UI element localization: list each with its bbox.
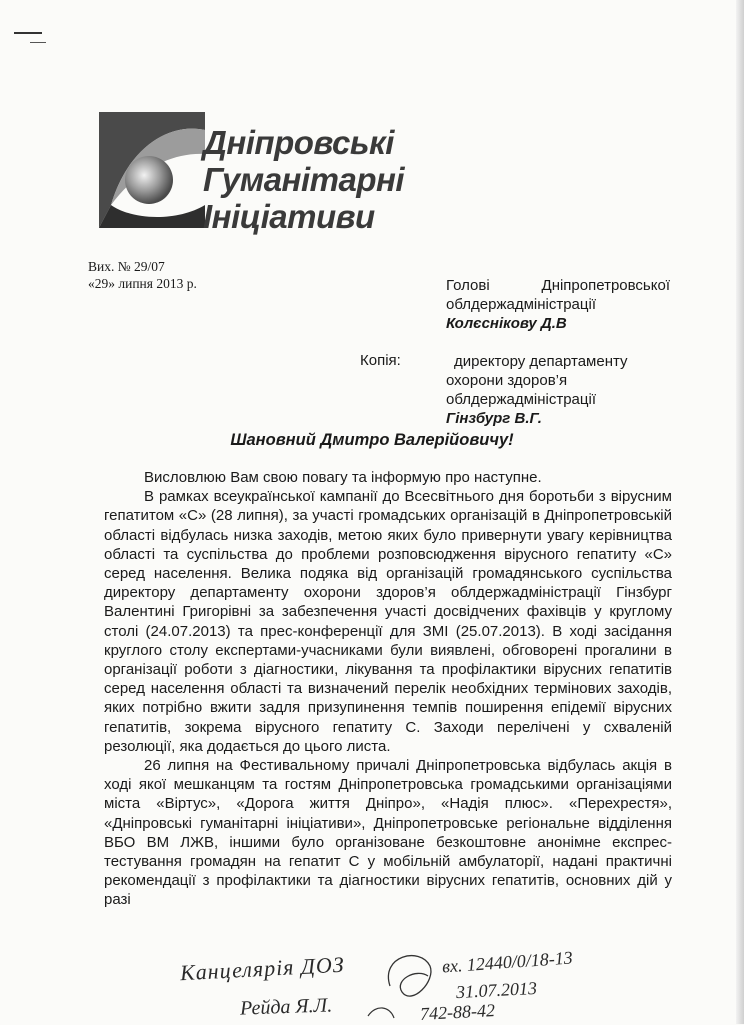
copy-recipient-block [446, 352, 628, 428]
handwritten-office: Канцелярія ДОЗ [179, 951, 346, 986]
copy-line-3: облдержадміністрації [446, 391, 596, 408]
organization-logo [97, 110, 405, 235]
salutation: Шановний Дмитро Валерійовичу! [230, 431, 514, 449]
recipient-org: облдержадміністрації [446, 296, 596, 313]
recipient-title: Голові [446, 277, 490, 294]
copy-name: Гінзбург В.Г. [446, 410, 542, 427]
paragraph-2: В рамках всеукраїнської кампанії до Всесвітнього дня боротьби з вірусним гепатитом «С» (28 липня), за участі громадських організацій в Дніпропетровській області відбулась низка заходів, метою яких було привернути увагу керівництва області та суспільства до проблеми розповсюдження вірусного гепатиту «С» серед населення. Велика подяка від організацій громадянського суспільства директору департаменту охорони здоров’я облдержадміністрації Гінзбург Валентині Григорівні за забезпечення участі досвідчених фахівців у круглому столі (24.07.2013) та прес-конференції для ЗМІ (25.07.2013). В ході засідання круглого столу експертами-учасниками були виявлені, обговорені прогалини в організації роботи з діагностики, лікування та профілактики вірусних гепатитів серед населення області та визначений перелік необхідних термінових заходів, яких потрібно вжити задля призупинення темпів поширення епідемії вірусних гепатитів, зокрема вірусного гепатиту С. Заходи перелічені у схваленій резолюції, яка додається до цього листа. [104, 488, 672, 755]
copy-line-1: директору департаменту [454, 353, 628, 370]
handwritten-registration [180, 946, 600, 1024]
logo-eye-icon [97, 110, 207, 230]
reference-date: «29» липня 2013 р. [88, 276, 197, 291]
logo-line-1: Дніпровські [203, 124, 394, 161]
logo-line-2: Гуманітарні [203, 161, 405, 198]
recipient-block [446, 276, 670, 333]
outgoing-reference [88, 258, 197, 292]
handwritten-executor: Рейда Я.Л. [239, 994, 333, 1020]
handwritten-date: 31.07.2013 [455, 977, 538, 1003]
scan-mark-small [30, 42, 46, 43]
logo-wordmark [203, 124, 404, 235]
scan-mark [14, 32, 42, 34]
handwritten-registry-number: вх. 12440/0/18-13 [441, 947, 574, 977]
recipient-region: Дніпропетровської [541, 277, 670, 294]
page-edge-shadow [736, 0, 744, 1024]
letter-body [104, 468, 672, 910]
recipient-name: Колєснікову Д.В [446, 315, 567, 332]
handwritten-phone: 742-88-42 [419, 1000, 496, 1024]
copy-line-2: охорони здоров’я [446, 372, 568, 389]
paragraph-1: Висловлюю Вам свою повагу та інформую про наступне. [144, 469, 542, 486]
copy-label: Копія: [360, 352, 401, 369]
reference-number: Вих. № 29/07 [88, 259, 165, 274]
logo-line-3: Ініціативи [203, 198, 375, 235]
paragraph-3: 26 липня на Фестивальному причалі Дніпропетровська відбулась акція в ході якої мешканцям та гостям Дніпропетровська громадськими організаціями міста «Віртус», «Дорога життя Дніпро», «Надія плюс». «Перехрестя», «Дніпровські гуманітарні ініціативи», Дніпропетровське регіональне відділення ВБО ВМ ЛЖВ, іншими було організоване безкоштовне анонімне експрес-тестування громадян на гепатит С у мобільній амбулаторії, надані практичні рекомендації з профілактики та діагностики вірусних гепатитів, основних дій у разі [104, 757, 672, 909]
